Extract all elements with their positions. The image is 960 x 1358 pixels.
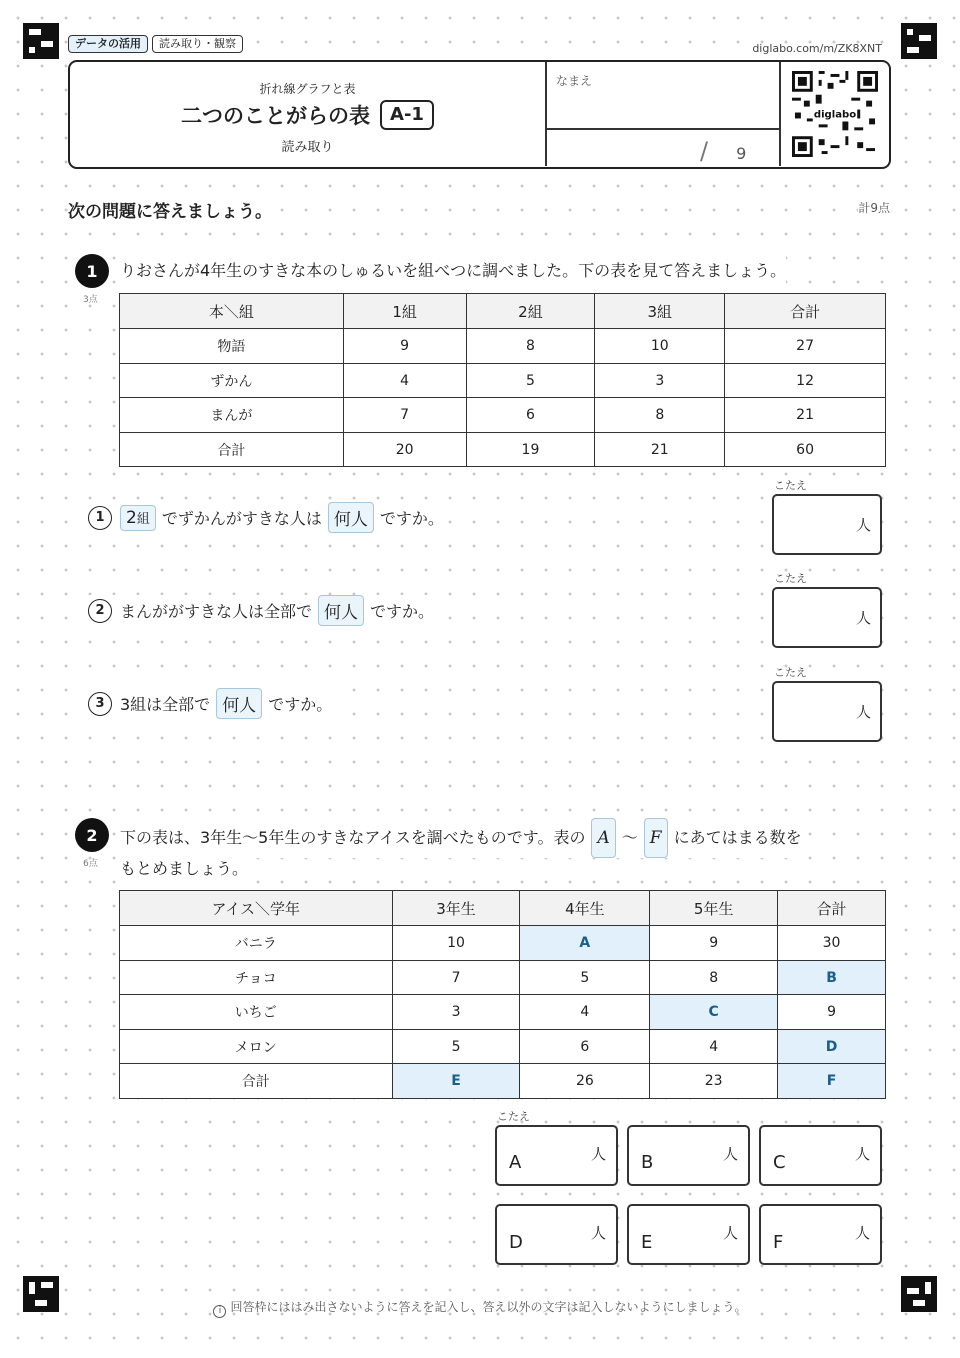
answer-box-1[interactable] — [772, 494, 882, 555]
table-cell: 5 — [466, 364, 595, 398]
table-header-row — [120, 294, 886, 329]
page-title — [70, 100, 545, 130]
qr-code-icon[interactable] — [792, 71, 878, 157]
divider — [545, 128, 779, 130]
table-row — [120, 961, 886, 995]
table-header-cell: 本＼組 — [120, 294, 344, 329]
blank-cell-b: B — [778, 961, 886, 995]
table-header-cell: 2組 — [466, 294, 595, 329]
table-cell: 9 — [343, 329, 466, 364]
table-cell: まんが — [120, 398, 344, 433]
table-header-cell: アイス＼学年 — [120, 891, 393, 926]
table-row — [120, 926, 886, 961]
question-text-line2: もとめましょう。 — [120, 852, 248, 886]
answer-label: こたえ — [774, 666, 807, 679]
answer-letter: D — [509, 1232, 523, 1253]
divider — [779, 62, 781, 166]
table-cell: バニラ — [120, 926, 393, 961]
answer-letter: B — [641, 1152, 654, 1173]
question-text: りおさんが4年生のすきな本のしゅるいを組べつに調べました。下の表を見て答えましょう。 — [120, 254, 786, 288]
answer-unit: 人 — [855, 609, 871, 627]
highlight-var-f: F — [644, 818, 668, 858]
question-number: 2 — [75, 818, 109, 852]
answer-unit: 人 — [722, 1145, 738, 1163]
answer-box-e[interactable] — [627, 1204, 750, 1265]
table-row — [120, 329, 886, 364]
answer-unit: 人 — [590, 1224, 606, 1242]
table-row — [120, 1030, 886, 1064]
table-cell: 23 — [650, 1064, 778, 1099]
table-cell: 8 — [650, 961, 778, 995]
ice-table — [119, 890, 886, 1099]
answer-label: こたえ — [497, 1110, 530, 1123]
answer-box-d[interactable] — [495, 1204, 618, 1265]
table-row — [120, 433, 886, 467]
table-cell: 27 — [725, 329, 886, 364]
table-header-cell: 合計 — [778, 891, 886, 926]
book-table — [119, 293, 886, 467]
table-cell: 6 — [520, 1030, 650, 1064]
table-cell: 10 — [595, 329, 725, 364]
footer-text: 回答枠にははみ出さないように答えを記入し、答え以外の文字は記入しないようにしましょう。 — [230, 1300, 747, 1314]
blank-cell-e: E — [392, 1064, 520, 1099]
question-points: 3点 — [83, 295, 98, 305]
name-field[interactable]: なまえ — [556, 74, 593, 88]
table-header-cell: 4年生 — [520, 891, 650, 926]
answer-box-2[interactable] — [772, 587, 882, 648]
table-cell: 5 — [520, 961, 650, 995]
blank-cell-d: D — [778, 1030, 886, 1064]
table-cell: 30 — [778, 926, 886, 961]
table-cell: 合計 — [120, 1064, 393, 1099]
answer-unit: 人 — [590, 1145, 606, 1163]
table-row — [120, 995, 886, 1030]
header-box — [68, 60, 891, 169]
answer-unit: 人 — [722, 1224, 738, 1242]
question-points: 6点 — [83, 859, 98, 869]
sub-question-1 — [88, 502, 444, 533]
sub-question-2 — [88, 595, 434, 626]
table-cell: 4 — [520, 995, 650, 1030]
table-cell: 20 — [343, 433, 466, 467]
table-cell: 合計 — [120, 433, 344, 467]
sub-question-number: 3 — [88, 692, 112, 716]
qr-label: diglabo — [813, 109, 857, 121]
table-header-cell: 5年生 — [650, 891, 778, 926]
score-field[interactable] — [700, 137, 746, 165]
table-cell: 3 — [595, 364, 725, 398]
tag-data-usage: データの活用 — [68, 35, 148, 53]
table-cell: メロン — [120, 1030, 393, 1064]
answer-unit: 人 — [854, 1224, 870, 1242]
table-cell: 60 — [725, 433, 886, 467]
table-cell: 6 — [466, 398, 595, 433]
table-cell: 9 — [778, 995, 886, 1030]
table-cell: 21 — [595, 433, 725, 467]
table-cell: 7 — [392, 961, 520, 995]
sub-question-text: ですか。 — [370, 602, 435, 621]
table-header-row — [120, 891, 886, 926]
highlight-class — [120, 505, 156, 531]
table-cell: 12 — [725, 364, 886, 398]
table-cell: ずかん — [120, 364, 344, 398]
table-cell: 4 — [343, 364, 466, 398]
table-header-cell: 1組 — [343, 294, 466, 329]
category-tags — [68, 35, 243, 53]
table-header-cell: 3年生 — [392, 891, 520, 926]
score-slash: / — [700, 137, 709, 165]
answer-letter: C — [773, 1152, 786, 1173]
question-text-part: 〜 — [621, 828, 638, 847]
table-cell: 10 — [392, 926, 520, 961]
sub-question-text: ですか。 — [379, 509, 444, 528]
table-cell: 3 — [392, 995, 520, 1030]
sub-question-number: 1 — [88, 506, 112, 530]
blank-cell-f: F — [778, 1064, 886, 1099]
answer-unit: 人 — [855, 516, 871, 534]
info-icon: i — [213, 1305, 226, 1318]
level-badge: A-1 — [380, 100, 434, 130]
question-number: 1 — [75, 254, 109, 288]
sub-question-text: ですか。 — [268, 695, 333, 714]
question-text-part: にあてはまる数を — [673, 828, 802, 847]
table-cell: 8 — [466, 329, 595, 364]
blank-cell-a: A — [520, 926, 650, 961]
worksheet-url[interactable]: diglabo.com/m/ZK8XNT — [752, 42, 882, 55]
sub-question-text: 3組は全部で — [120, 695, 211, 714]
tag-reading: 読み取り・観察 — [152, 35, 243, 53]
answer-box-f[interactable] — [759, 1204, 882, 1265]
score-total: 9 — [736, 144, 747, 163]
title-area — [70, 62, 545, 166]
instruction: 次の問題に答えましょう。 — [68, 197, 272, 222]
sub-question-3 — [88, 688, 332, 719]
answer-unit: 人 — [855, 703, 871, 721]
corner-marker-top-left — [23, 23, 59, 59]
table-cell: 19 — [466, 433, 595, 467]
answer-box-a[interactable] — [495, 1125, 618, 1186]
answer-box-3[interactable] — [772, 681, 882, 742]
highlight-how-many: 何人 — [216, 688, 262, 719]
table-row — [120, 398, 886, 433]
answer-box-c[interactable] — [759, 1125, 882, 1186]
table-cell: 9 — [650, 926, 778, 961]
answer-unit: 人 — [854, 1145, 870, 1163]
corner-marker-top-right — [901, 23, 937, 59]
answer-box-b[interactable] — [627, 1125, 750, 1186]
table-cell: チョコ — [120, 961, 393, 995]
table-cell: 物語 — [120, 329, 344, 364]
table-cell: 4 — [650, 1030, 778, 1064]
table-cell: 7 — [343, 398, 466, 433]
table-header-cell: 合計 — [725, 294, 886, 329]
sub-question-number: 2 — [88, 599, 112, 623]
answer-letter: A — [509, 1152, 522, 1173]
answer-label: こたえ — [774, 479, 807, 492]
footer-note — [0, 1298, 960, 1318]
table-cell: いちご — [120, 995, 393, 1030]
sub-question-text: でずかんがすきな人は — [161, 509, 322, 528]
highlight-class-unit: 組 — [136, 511, 150, 527]
highlight-class-number: 2 — [126, 507, 137, 528]
table-cell: 5 — [392, 1030, 520, 1064]
total-points: 計9点 — [858, 201, 890, 215]
highlight-var-a: A — [591, 818, 615, 858]
answer-letter: E — [641, 1232, 653, 1253]
table-header-cell: 3組 — [595, 294, 725, 329]
table-row — [120, 364, 886, 398]
sub-question-text: まんががすきな人は全部で — [120, 602, 313, 621]
table-cell: 26 — [520, 1064, 650, 1099]
unit-subtitle: 折れ線グラフと表 — [259, 82, 356, 96]
question-text-part: 下の表は、3年生〜5年生のすきなアイスを調べたものです。表の — [120, 828, 586, 847]
highlight-how-many: 何人 — [318, 595, 364, 626]
divider — [545, 62, 547, 166]
table-cell: 8 — [595, 398, 725, 433]
table-cell: 21 — [725, 398, 886, 433]
table-row — [120, 1064, 886, 1099]
answer-label: こたえ — [774, 572, 807, 585]
skill-subtitle: 読み取り — [281, 140, 334, 155]
blank-cell-c: C — [650, 995, 778, 1030]
highlight-how-many: 何人 — [328, 502, 374, 533]
answer-letter: F — [773, 1232, 784, 1253]
title-text: 二つのことがらの表 — [181, 104, 371, 128]
